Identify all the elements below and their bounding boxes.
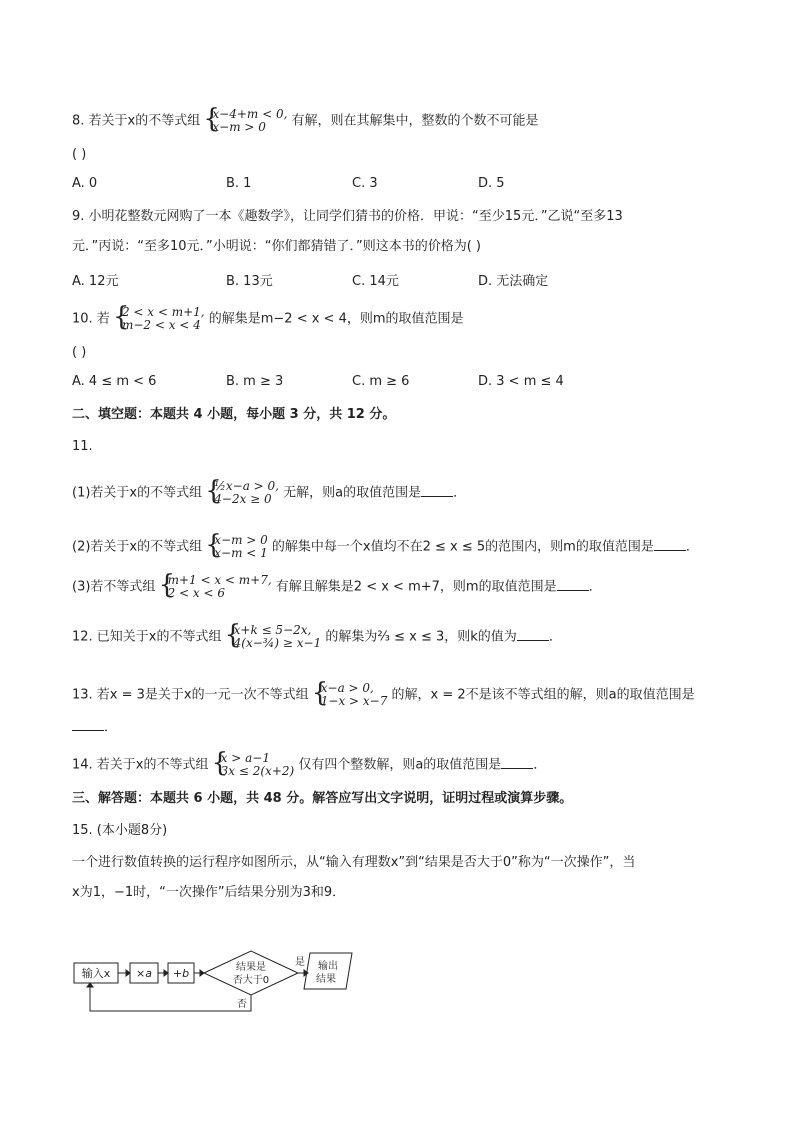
q10-option-b: B. m ≥ 3 (226, 374, 284, 389)
q13-answer-blank[interactable] (72, 718, 104, 731)
q14-system: { x > a−1 3x ≤ 2(x+2) (213, 752, 295, 778)
section-3-heading: 三、解答题：本题共 6 小题，共 48 分。解答应写出文字说明，证明过程或演算步骤。 (72, 791, 573, 806)
q11-2-answer-blank[interactable] (654, 538, 686, 551)
flow-decision (204, 951, 298, 995)
question-8 (72, 108, 539, 134)
q8-option-c: C. 3 (352, 176, 378, 191)
flow-yes-label: 是 (295, 957, 305, 968)
q12-system: { x+k ≤ 5−2x, 4(x−¾) ≥ x−1 (226, 624, 322, 650)
q10-system: { 2 < x < m+1, m−2 < x < 4 (114, 306, 205, 332)
q9-option-b: B. 13元 (226, 274, 273, 289)
flow-output-line-2: 结果 (316, 974, 336, 985)
q8-suffix: 有解，则在其解集中，整数的个数不可能是 (291, 113, 539, 129)
q8-option-d: D. 5 (478, 176, 505, 191)
q12-answer-blank[interactable] (517, 628, 549, 641)
q11-part-2: (2)若关于x的不等式组 { x−m > 0 x−m < 1 的解集中每一个x值均不在2 ≤ x ≤ 5的范围内，则m的取值范围是 ． (72, 534, 699, 560)
flow-decision-line-2: 否大于0 (232, 975, 270, 986)
flow-add-label: +b (172, 967, 190, 980)
flow-input-label: 输入x (81, 967, 111, 980)
q8-prefix: 8. 若关于x的不等式组 (72, 113, 201, 129)
q14-answer-blank[interactable] (501, 756, 533, 769)
q10-option-a: A. 4 ≤ m < 6 (72, 374, 157, 389)
flow-no-label: 否 (237, 999, 247, 1010)
q11-part-3: (3)若不等式组 { m+1 < x < m+7, 2 < x < 6 有解且解集是2 < x < m+7，则m的取值范围是 ． (72, 574, 602, 600)
flowchart (70, 945, 370, 1020)
q9-line-1: 9. 小明花整数元网购了一本《趣数学》，让同学们猜书的价格．甲说：“至少15元．”乙说“至多13 (72, 209, 623, 224)
q15-line-1: 一个进行数值转换的运行程序如图所示，从“输入有理数x”到“结果是否大于0”称为“一次操作”，当 (72, 855, 636, 870)
question-10: 10. 若 { 2 < x < m+1, m−2 < x < 4 的解集是m−2 < x < 4，则m的取值范围是 (72, 306, 464, 332)
q9-line-2: 元．”丙说：“至多10元．”小明说：“你们都猜错了．”则这本书的价格为( ) (72, 239, 481, 254)
q8-option-a: A. 0 (72, 176, 98, 191)
question-13: 13. 若x = 3是关于x的一元一次不等式组 { x−a > 0, 1−x > x−7 的解，x = 2不是该不等式组的解，则a的取值范围是 (72, 682, 695, 708)
section-2-heading: 二、填空题：本题共 4 小题，每小题 3 分，共 12 分。 (72, 407, 396, 422)
flow-decision-line-1: 结果是 (236, 962, 266, 973)
q13-answer-line: ． (72, 718, 117, 737)
q11-3-answer-blank[interactable] (557, 578, 589, 591)
q9-option-d: D. 无法确定 (478, 274, 549, 289)
q15-line-2: x为1，−1时，“一次操作”后结果分别为3和9． (72, 885, 346, 900)
q10-answer-paren: ( ) (72, 345, 87, 360)
q8-answer-paren: ( ) (72, 147, 87, 162)
flow-multiply-label: ×a (136, 967, 152, 980)
question-14: 14. 若关于x的不等式组 { x > a−1 3x ≤ 2(x+2) 仅有四个整数解，则a的取值范围是 ． (72, 752, 546, 778)
q11-1-answer-blank[interactable] (421, 484, 453, 497)
question-12: 12. 已知关于x的不等式组 { x+k ≤ 5−2x, 4(x−¾) ≥ x−1 的解集为⅔ ≤ x ≤ 3，则k的值为 ． (72, 624, 562, 650)
q10-option-d: D. 3 < m ≤ 4 (478, 374, 564, 389)
q8-option-b: B. 1 (226, 176, 252, 191)
q11-number: 11. (72, 439, 93, 454)
q8-system: { x−4+m < 0, x−m > 0 (204, 108, 287, 134)
q9-option-a: A. 12元 (72, 274, 119, 289)
q9-option-c: C. 14元 (352, 274, 399, 289)
q15-head: 15. (本小题8分) (72, 823, 168, 838)
q13-system: { x−a > 0, 1−x > x−7 (313, 682, 388, 708)
q11-part-1: (1)若关于x的不等式组 { ½x−a > 0, 4−2x ≥ 0 无解，则a的取值范围是 ． (72, 480, 466, 506)
q10-option-c: C. m ≥ 6 (352, 374, 410, 389)
flow-output-line-1: 输出 (318, 961, 338, 972)
